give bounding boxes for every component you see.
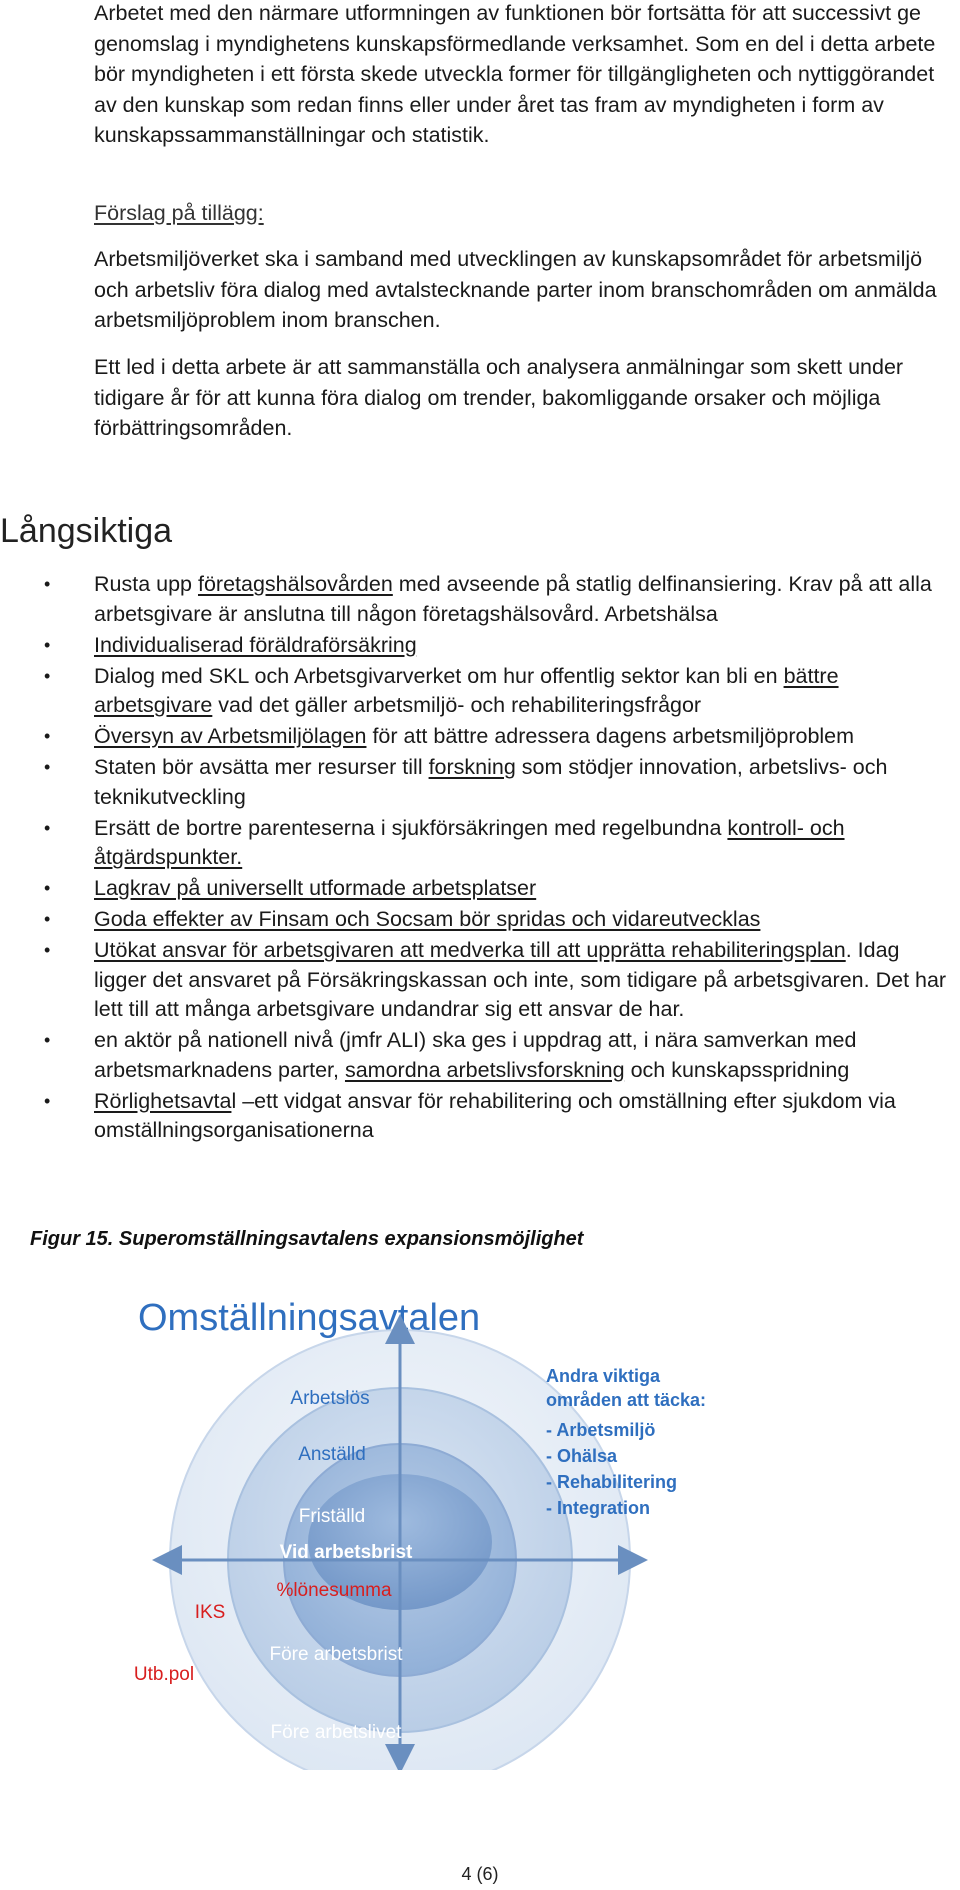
bullet-marker: • bbox=[44, 817, 51, 838]
bullet-marker: • bbox=[44, 1030, 51, 1050]
proposal-paragraph-2: Ett led i detta arbete är att sammanställa och analysera anmälningar som skett under tidigare år för att kunna föra dialog om trender, bakomliggande orsaker och möjliga förbättringsområden. bbox=[94, 355, 904, 440]
label-lonesumma: %lönesumma bbox=[276, 1580, 392, 1601]
list-item bbox=[0, 570, 958, 629]
label-vid-arbetsbrist: Vid arbetsbrist bbox=[279, 1542, 413, 1563]
list-item-link[interactable]: bättre arbetsgivare bbox=[94, 663, 839, 717]
side-item-rehabilitering: - Rehabilitering bbox=[546, 1472, 678, 1492]
side-item-integration: - Integration bbox=[546, 1498, 650, 1518]
list-item-link[interactable]: Utökat ansvar för arbetsgivaren att medverka till att upprätta rehabiliteringsplan bbox=[94, 938, 846, 962]
list-item-text: för att bättre adressera dagens arbetsmiljöproblem bbox=[366, 724, 855, 748]
list-item bbox=[0, 936, 958, 1025]
label-iks: IKS bbox=[194, 1602, 226, 1623]
label-anstalld: Anställd bbox=[298, 1444, 366, 1465]
bullet-marker: • bbox=[44, 757, 51, 777]
bullet-marker: • bbox=[44, 909, 51, 929]
list-item bbox=[0, 814, 958, 873]
list-item-text: l –ett vidgat ansvar för rehabilitering och omställning efter sjukdom via omställningsorganisationerna bbox=[94, 1088, 896, 1142]
list-item-link[interactable]: samordna arbetslivsforskning bbox=[344, 1057, 625, 1082]
list-item bbox=[0, 753, 958, 812]
proposal-label: Förslag på tillägg: bbox=[94, 201, 264, 225]
list-item-text: Staten bör avsätta mer resurser till bbox=[94, 755, 429, 779]
diagram-title: Omställningsavtalen bbox=[138, 1297, 481, 1339]
list-item bbox=[0, 1087, 958, 1146]
list-item-link[interactable]: Rörlighetsavta bbox=[94, 1088, 232, 1113]
list-item-text: vad det gäller arbetsmiljö- och rehabiliteringsfrågor bbox=[212, 693, 702, 717]
list-item-text: och kunskapsspridning bbox=[624, 1057, 850, 1082]
list-item bbox=[0, 1026, 958, 1085]
label-fore-arbetsbrist: Före arbetsbrist bbox=[269, 1644, 403, 1665]
figure-caption: Figur 15. Superomställningsavtalens expansionsmöjlighet bbox=[30, 1228, 584, 1250]
list-item-link[interactable]: Översyn av Arbetsmiljölagen bbox=[94, 724, 367, 748]
proposal-paragraph-1: Arbetsmiljöverket ska i samband med utvecklingen av kunskapsområdet för arbetsmiljö och arbetsliv föra dialog med avtalstecknande parter inom branschområden om anmälda arbetsmiljöproblem inom branschen. bbox=[94, 247, 937, 332]
label-utbpol: Utb.pol bbox=[133, 1664, 195, 1685]
list-item-text: Ersätt de bortre parenteserna i sjukförsäkringen med regelbundna bbox=[94, 815, 728, 840]
list-item-link[interactable]: Goda effekter av Finsam och Socsam bör spridas och vidareutvecklas bbox=[94, 907, 761, 931]
bullet-marker: • bbox=[44, 1090, 51, 1111]
list-item bbox=[0, 631, 958, 661]
list-item bbox=[0, 662, 958, 721]
list-item-text: som stödjer innovation, arbetslivs- och teknikutveckling bbox=[94, 755, 888, 809]
bullet-marker: • bbox=[44, 726, 51, 746]
list-item-link[interactable]: Lagkrav på universellt utformade arbetsplatser bbox=[94, 876, 537, 900]
page-number: 4 (6) bbox=[461, 1864, 499, 1884]
list-item-link[interactable]: forskning bbox=[428, 755, 516, 779]
list-item-text: en aktör på nationell nivå (jmfr ALI) ska ges i uppdrag att, i nära samverkan med arbetsmarknadens parter, bbox=[94, 1028, 857, 1082]
bullet-marker: • bbox=[44, 634, 51, 655]
side-item-ohalsa: - Ohälsa bbox=[546, 1446, 618, 1466]
intro-paragraph: Arbetet med den närmare utformningen av funktionen bör fortsätta för att successivt ge genomslag i myndighetens kunskapsförmedlande verksamhet. Som en del i detta arbete bör myndigheten i ett första skede utveckla former för tillgängligheten och nyttiggörandet av den kunskap som redan finns eller under året tas fram av myndigheten i form av kunskapssammanställningar och statistik. bbox=[94, 1, 936, 147]
side-heading-line-2: områden att täcka: bbox=[546, 1390, 707, 1410]
list-item bbox=[0, 874, 958, 904]
label-arbetslos: Arbetslös bbox=[290, 1388, 370, 1409]
list-item-text: Rusta upp bbox=[94, 572, 198, 596]
omstallning-diagram bbox=[120, 1290, 940, 1770]
label-fristalld: Friställd bbox=[298, 1506, 366, 1527]
side-heading bbox=[546, 1366, 706, 1410]
list-item-link[interactable]: företagshälsovården bbox=[197, 572, 393, 596]
list-item bbox=[0, 722, 958, 752]
list-item-text: med avseende på statlig delfinansiering. Krav på att alla arbetsgivare är anslutna till någon företagshälsovård. Arbetshälsa bbox=[94, 572, 932, 626]
bullet-marker: • bbox=[44, 574, 51, 594]
section-heading: Långsiktiga bbox=[0, 512, 173, 550]
list-item-text: . Idag ligger det ansvaret på Försäkringskassan och inte, som tidigare på arbetsgivaren. Det har lett till att många arbetsgivare undandrar sig ett ansvar de har. bbox=[94, 938, 947, 1021]
bullet-marker: • bbox=[44, 665, 51, 686]
bullet-marker: • bbox=[44, 878, 51, 898]
side-heading-line-1: Andra viktiga bbox=[546, 1366, 661, 1386]
list-item-link[interactable]: Individualiserad föräldraförsäkring bbox=[94, 632, 417, 657]
side-item-arbetsmiljo: - Arbetsmiljö bbox=[546, 1420, 656, 1440]
bullet-list bbox=[0, 570, 958, 1147]
bullet-marker: • bbox=[44, 940, 51, 960]
label-fore-arbetslivet: Före arbetslivet bbox=[270, 1722, 402, 1743]
list-item-link[interactable]: kontroll- och åtgärdspunkter. bbox=[94, 815, 845, 869]
list-item bbox=[0, 905, 958, 935]
list-item-text: Dialog med SKL och Arbetsgivarverket om hur offentlig sektor kan bli en bbox=[94, 663, 784, 688]
